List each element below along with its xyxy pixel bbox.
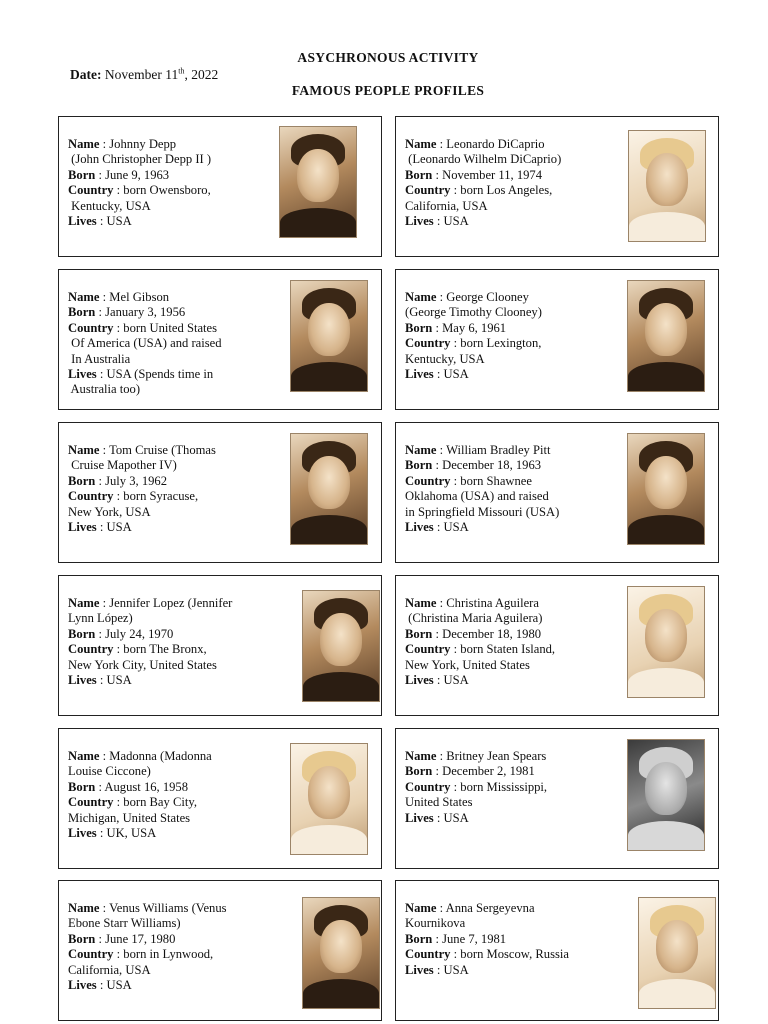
field-separator: :	[436, 901, 446, 915]
profile-text	[405, 137, 615, 229]
field-label: Name	[68, 596, 100, 610]
profile-line	[68, 474, 278, 489]
field-separator: :	[433, 520, 444, 535]
field-separator: :	[113, 489, 124, 504]
field-value: UK, USA	[106, 826, 157, 841]
field-value: Britney Jean Spears	[446, 749, 547, 763]
field-label: Born	[405, 764, 433, 779]
profile-photo	[302, 897, 380, 1009]
field-value: Johnny Depp	[109, 137, 177, 151]
field-label: Born	[405, 931, 433, 946]
field-value: Louise Ciccone)	[68, 764, 151, 779]
field-value: USA (Spends time in	[106, 367, 214, 382]
field-value: born United States	[123, 320, 218, 335]
profile-line	[68, 336, 278, 351]
profile-card-4	[395, 269, 719, 410]
field-value: Ebone Starr Williams)	[68, 916, 181, 931]
field-label: Country	[405, 947, 451, 962]
field-separator: :	[433, 673, 444, 688]
field-value: December 18, 1980	[442, 626, 542, 641]
field-value: Lynn López)	[68, 611, 133, 626]
field-separator: :	[96, 520, 107, 535]
profile-line	[68, 749, 278, 764]
field-label: Country	[68, 795, 114, 810]
field-label: Country	[405, 183, 451, 198]
field-separator: :	[96, 978, 107, 993]
field-label: Name	[405, 443, 437, 457]
field-value: born Moscow, Russia	[460, 947, 569, 962]
profile-card-5	[58, 422, 382, 563]
field-value: Christina Aguilera	[446, 596, 539, 610]
profile-card-2	[395, 116, 719, 257]
field-separator: :	[99, 749, 110, 763]
field-separator: :	[113, 795, 124, 810]
field-label: Country	[68, 642, 114, 657]
profile-line	[405, 520, 615, 535]
profile-line	[405, 780, 615, 795]
field-label: Name	[68, 290, 100, 304]
profile-line	[405, 932, 615, 947]
field-separator: :	[99, 290, 110, 304]
profile-line	[68, 152, 278, 167]
field-label: Name	[68, 137, 100, 151]
profile-line	[405, 505, 615, 520]
field-value: New York, USA	[68, 504, 151, 519]
field-value: June 9, 1963	[105, 167, 170, 182]
field-value: Jennifer Lopez (Jennifer	[109, 596, 233, 610]
field-separator: :	[433, 214, 444, 229]
profile-line	[405, 963, 615, 978]
field-label: Country	[405, 642, 451, 657]
profile-line	[68, 916, 278, 931]
profile-line	[405, 596, 615, 611]
profile-line	[405, 795, 615, 810]
profile-line	[405, 214, 615, 229]
field-value: In Australia	[68, 351, 131, 366]
profile-line	[405, 764, 615, 779]
field-separator: :	[95, 931, 106, 946]
field-separator: :	[113, 320, 124, 335]
field-label: Country	[405, 336, 451, 351]
profile-line	[405, 474, 615, 489]
field-value: USA	[443, 673, 469, 688]
field-value: born Lexington,	[460, 336, 542, 351]
field-value: USA	[106, 520, 132, 535]
field-value: USA	[106, 214, 132, 229]
profile-text	[68, 901, 278, 993]
field-label: Lives	[68, 978, 97, 993]
profile-line	[68, 611, 278, 626]
profile-card-1	[58, 116, 382, 257]
profile-line	[68, 137, 278, 152]
profile-line	[68, 901, 278, 916]
field-value: William Bradley Pitt	[446, 443, 551, 457]
field-value: Australia too)	[68, 382, 141, 397]
profile-line	[68, 978, 278, 993]
profile-line	[68, 168, 278, 183]
profile-card-8	[395, 575, 719, 716]
profile-line	[68, 627, 278, 642]
field-separator: :	[96, 214, 107, 229]
field-label: Lives	[68, 520, 97, 535]
profile-line	[405, 336, 615, 351]
profile-photo	[627, 280, 705, 392]
field-value: Mel Gibson	[109, 290, 170, 304]
field-label: Lives	[405, 214, 434, 229]
profile-line	[68, 367, 278, 382]
profile-line	[68, 795, 278, 810]
field-value: August 16, 1958	[104, 779, 189, 794]
field-label: Lives	[405, 520, 434, 535]
field-value: July 3, 1962	[105, 473, 168, 488]
field-label: Country	[405, 473, 451, 488]
field-label: Country	[68, 489, 114, 504]
profile-text	[405, 290, 615, 382]
field-label: Name	[405, 901, 437, 915]
field-value: Of America (USA) and raised	[68, 336, 222, 351]
field-label: Lives	[68, 826, 97, 841]
profile-line	[405, 168, 615, 183]
date-year: , 2022	[184, 67, 219, 82]
field-label: Name	[405, 596, 437, 610]
date-label: Date:	[70, 67, 102, 82]
field-separator: :	[432, 931, 443, 946]
profile-line	[68, 963, 278, 978]
date-value: November 11	[104, 67, 179, 82]
profile-line	[405, 352, 615, 367]
field-label: Lives	[405, 962, 434, 977]
field-label: Name	[405, 749, 437, 763]
profile-line	[405, 749, 615, 764]
profile-text	[405, 901, 615, 978]
profile-line	[405, 947, 615, 962]
profile-text	[68, 443, 278, 535]
profile-line	[68, 305, 278, 320]
field-value: born Shawnee	[460, 473, 532, 488]
profile-card-9	[58, 728, 382, 869]
field-separator: :	[436, 443, 447, 457]
field-value: Michigan, United States	[68, 810, 191, 825]
profile-line	[68, 489, 278, 504]
field-separator: :	[99, 901, 110, 915]
profile-line	[68, 443, 278, 458]
profile-line	[405, 627, 615, 642]
profile-photo	[279, 126, 357, 238]
profile-text	[68, 749, 278, 841]
profile-line	[405, 611, 615, 626]
field-separator: :	[99, 137, 110, 151]
field-value: USA	[443, 367, 469, 382]
field-value: New York City, United States	[68, 657, 217, 672]
field-label: Country	[68, 183, 114, 198]
field-separator: :	[95, 626, 106, 641]
field-value: Venus Williams (Venus	[109, 901, 227, 915]
field-separator: :	[436, 596, 447, 610]
profile-line	[405, 901, 615, 916]
field-label: Born	[405, 626, 433, 641]
field-separator: :	[113, 642, 124, 657]
field-label: Born	[405, 320, 433, 335]
field-separator: :	[95, 779, 105, 794]
field-separator: :	[450, 336, 461, 351]
profile-line	[405, 673, 615, 688]
field-label: Name	[405, 137, 437, 151]
field-label: Born	[68, 626, 96, 641]
profile-line	[68, 811, 278, 826]
profile-line	[405, 152, 615, 167]
date-ordinal: th	[178, 66, 185, 76]
profile-line	[68, 199, 278, 214]
profile-line	[405, 916, 615, 931]
field-label: Born	[68, 167, 96, 182]
field-label: Lives	[68, 673, 97, 688]
field-separator: :	[432, 626, 443, 641]
profile-card-7	[58, 575, 382, 716]
field-label: Born	[68, 473, 96, 488]
field-value: born The Bronx,	[123, 642, 207, 657]
field-separator: :	[433, 367, 444, 382]
field-value: June 17, 1980	[105, 931, 176, 946]
field-separator: :	[450, 473, 461, 488]
field-value: Anna Sergeyevna	[445, 901, 535, 915]
field-value: George Clooney	[446, 290, 529, 304]
profile-line	[68, 321, 278, 336]
field-separator: :	[113, 183, 124, 198]
field-separator: :	[113, 947, 124, 962]
profile-line	[68, 780, 278, 795]
profile-line	[68, 673, 278, 688]
field-separator: :	[99, 443, 110, 457]
profile-line	[68, 520, 278, 535]
profile-line	[405, 458, 615, 473]
profile-line	[68, 932, 278, 947]
field-label: Born	[68, 779, 96, 794]
field-separator: :	[432, 320, 443, 335]
field-label: Name	[68, 901, 100, 915]
field-value: November 11, 1974	[442, 167, 543, 182]
date-line	[70, 67, 218, 83]
field-label: Born	[68, 931, 96, 946]
profile-photo	[290, 280, 368, 392]
field-label: Lives	[68, 367, 97, 382]
profile-photo	[290, 433, 368, 545]
field-value: born Staten Island,	[460, 642, 556, 657]
field-label: Country	[68, 947, 114, 962]
field-separator: :	[96, 826, 107, 841]
field-value: born in Lynwood,	[123, 947, 214, 962]
profile-line	[405, 642, 615, 657]
field-label: Born	[405, 167, 433, 182]
profile-line	[405, 290, 615, 305]
field-label: Name	[68, 749, 100, 763]
profile-card-10	[395, 728, 719, 869]
field-label: Lives	[405, 810, 434, 825]
field-value: Kournikova	[405, 916, 466, 931]
field-separator: :	[96, 673, 107, 688]
field-separator: :	[433, 810, 444, 825]
profile-line	[68, 947, 278, 962]
field-value: USA	[443, 520, 469, 535]
field-label: Country	[68, 320, 114, 335]
field-value: USA	[443, 810, 469, 825]
field-value: December 18, 1963	[442, 458, 542, 473]
field-value: USA	[106, 673, 132, 688]
profile-photo	[628, 130, 706, 242]
field-value: born Bay City,	[123, 795, 197, 810]
field-separator: :	[450, 779, 461, 794]
field-separator: :	[436, 749, 447, 763]
field-value: January 3, 1956	[105, 305, 186, 320]
profile-line	[405, 367, 615, 382]
field-separator: :	[436, 290, 447, 304]
profile-card-12	[395, 880, 719, 1021]
profile-line	[405, 321, 615, 336]
profile-line	[68, 596, 278, 611]
field-value: born Los Angeles,	[460, 183, 553, 198]
field-label: Born	[68, 305, 96, 320]
profile-line	[68, 505, 278, 520]
profile-line	[405, 811, 615, 826]
field-separator: :	[95, 473, 106, 488]
field-value: USA	[106, 978, 132, 993]
field-value: New York, United States	[405, 657, 530, 672]
profile-line	[68, 458, 278, 473]
field-value: California, USA	[405, 198, 488, 213]
profile-line	[405, 489, 615, 504]
field-value: Oklahoma (USA) and raised	[405, 489, 549, 504]
profile-line	[405, 305, 615, 320]
profile-line	[68, 183, 278, 198]
field-separator: :	[450, 183, 461, 198]
profile-card-6	[395, 422, 719, 563]
field-value: USA	[443, 214, 469, 229]
profile-line	[68, 764, 278, 779]
field-label: Born	[405, 458, 433, 473]
field-value: born Mississippi,	[460, 779, 548, 794]
profile-line	[68, 290, 278, 305]
field-separator: :	[433, 962, 444, 977]
profile-line	[405, 183, 615, 198]
field-label: Lives	[68, 214, 97, 229]
field-value: (Leonardo Wilhelm DiCaprio)	[405, 152, 562, 167]
profile-card-3	[58, 269, 382, 410]
field-value: Madonna (Madonna	[109, 749, 212, 763]
profile-text	[405, 749, 615, 826]
profile-line	[68, 642, 278, 657]
profile-text	[405, 443, 615, 535]
field-separator: :	[99, 596, 110, 610]
field-value: (Christina Maria Aguilera)	[405, 611, 543, 626]
field-value: United States	[405, 795, 473, 810]
field-separator: :	[450, 642, 461, 657]
field-label: Country	[405, 779, 451, 794]
field-value: in Springfield Missouri (USA)	[405, 504, 560, 519]
field-value: California, USA	[68, 962, 151, 977]
field-separator: :	[450, 947, 461, 962]
profile-text	[405, 596, 615, 688]
field-separator: :	[436, 137, 447, 151]
profile-line	[68, 382, 278, 397]
field-value: born Owensboro,	[123, 183, 211, 198]
profile-text	[68, 290, 278, 398]
field-value: (George Timothy Clooney)	[405, 305, 542, 320]
profile-photo	[627, 586, 705, 698]
field-value: born Syracuse,	[123, 489, 199, 504]
page-subtitle: FAMOUS PEOPLE PROFILES	[291, 83, 485, 98]
profile-line	[405, 199, 615, 214]
field-label: Lives	[405, 367, 434, 382]
profile-line	[68, 826, 278, 841]
field-separator: :	[95, 167, 106, 182]
profile-text	[68, 137, 278, 229]
profile-photo	[302, 590, 380, 702]
field-separator: :	[96, 367, 107, 382]
profile-photo	[627, 739, 705, 851]
field-label: Name	[68, 443, 100, 457]
field-separator: :	[95, 305, 106, 320]
field-value: (John Christopher Depp II )	[68, 152, 212, 167]
profile-photo	[290, 743, 368, 855]
profile-line	[68, 658, 278, 673]
field-value: July 24, 1970	[105, 626, 174, 641]
field-value: Kentucky, USA	[68, 198, 151, 213]
field-value: December 2, 1981	[442, 764, 535, 779]
field-label: Lives	[405, 673, 434, 688]
profile-photo	[638, 897, 716, 1009]
profile-text	[68, 596, 278, 688]
profile-photo	[627, 433, 705, 545]
field-value: Kentucky, USA	[405, 351, 485, 366]
profile-card-11	[58, 880, 382, 1021]
page-title: ASYCHRONOUS ACTIVITY	[297, 50, 479, 65]
field-separator: :	[432, 167, 443, 182]
profile-line	[405, 137, 615, 152]
field-separator: :	[432, 458, 443, 473]
field-separator: :	[432, 764, 443, 779]
field-label: Name	[405, 290, 437, 304]
profile-line	[68, 352, 278, 367]
profile-line	[405, 658, 615, 673]
profile-line	[405, 443, 615, 458]
field-value: Tom Cruise (Thomas	[109, 443, 216, 457]
field-value: USA	[443, 962, 469, 977]
field-value: Leonardo DiCaprio	[446, 137, 545, 151]
field-value: May 6, 1961	[442, 320, 507, 335]
field-value: Cruise Mapother IV)	[68, 458, 177, 473]
field-value: June 7, 1981	[442, 931, 507, 946]
profile-line	[68, 214, 278, 229]
